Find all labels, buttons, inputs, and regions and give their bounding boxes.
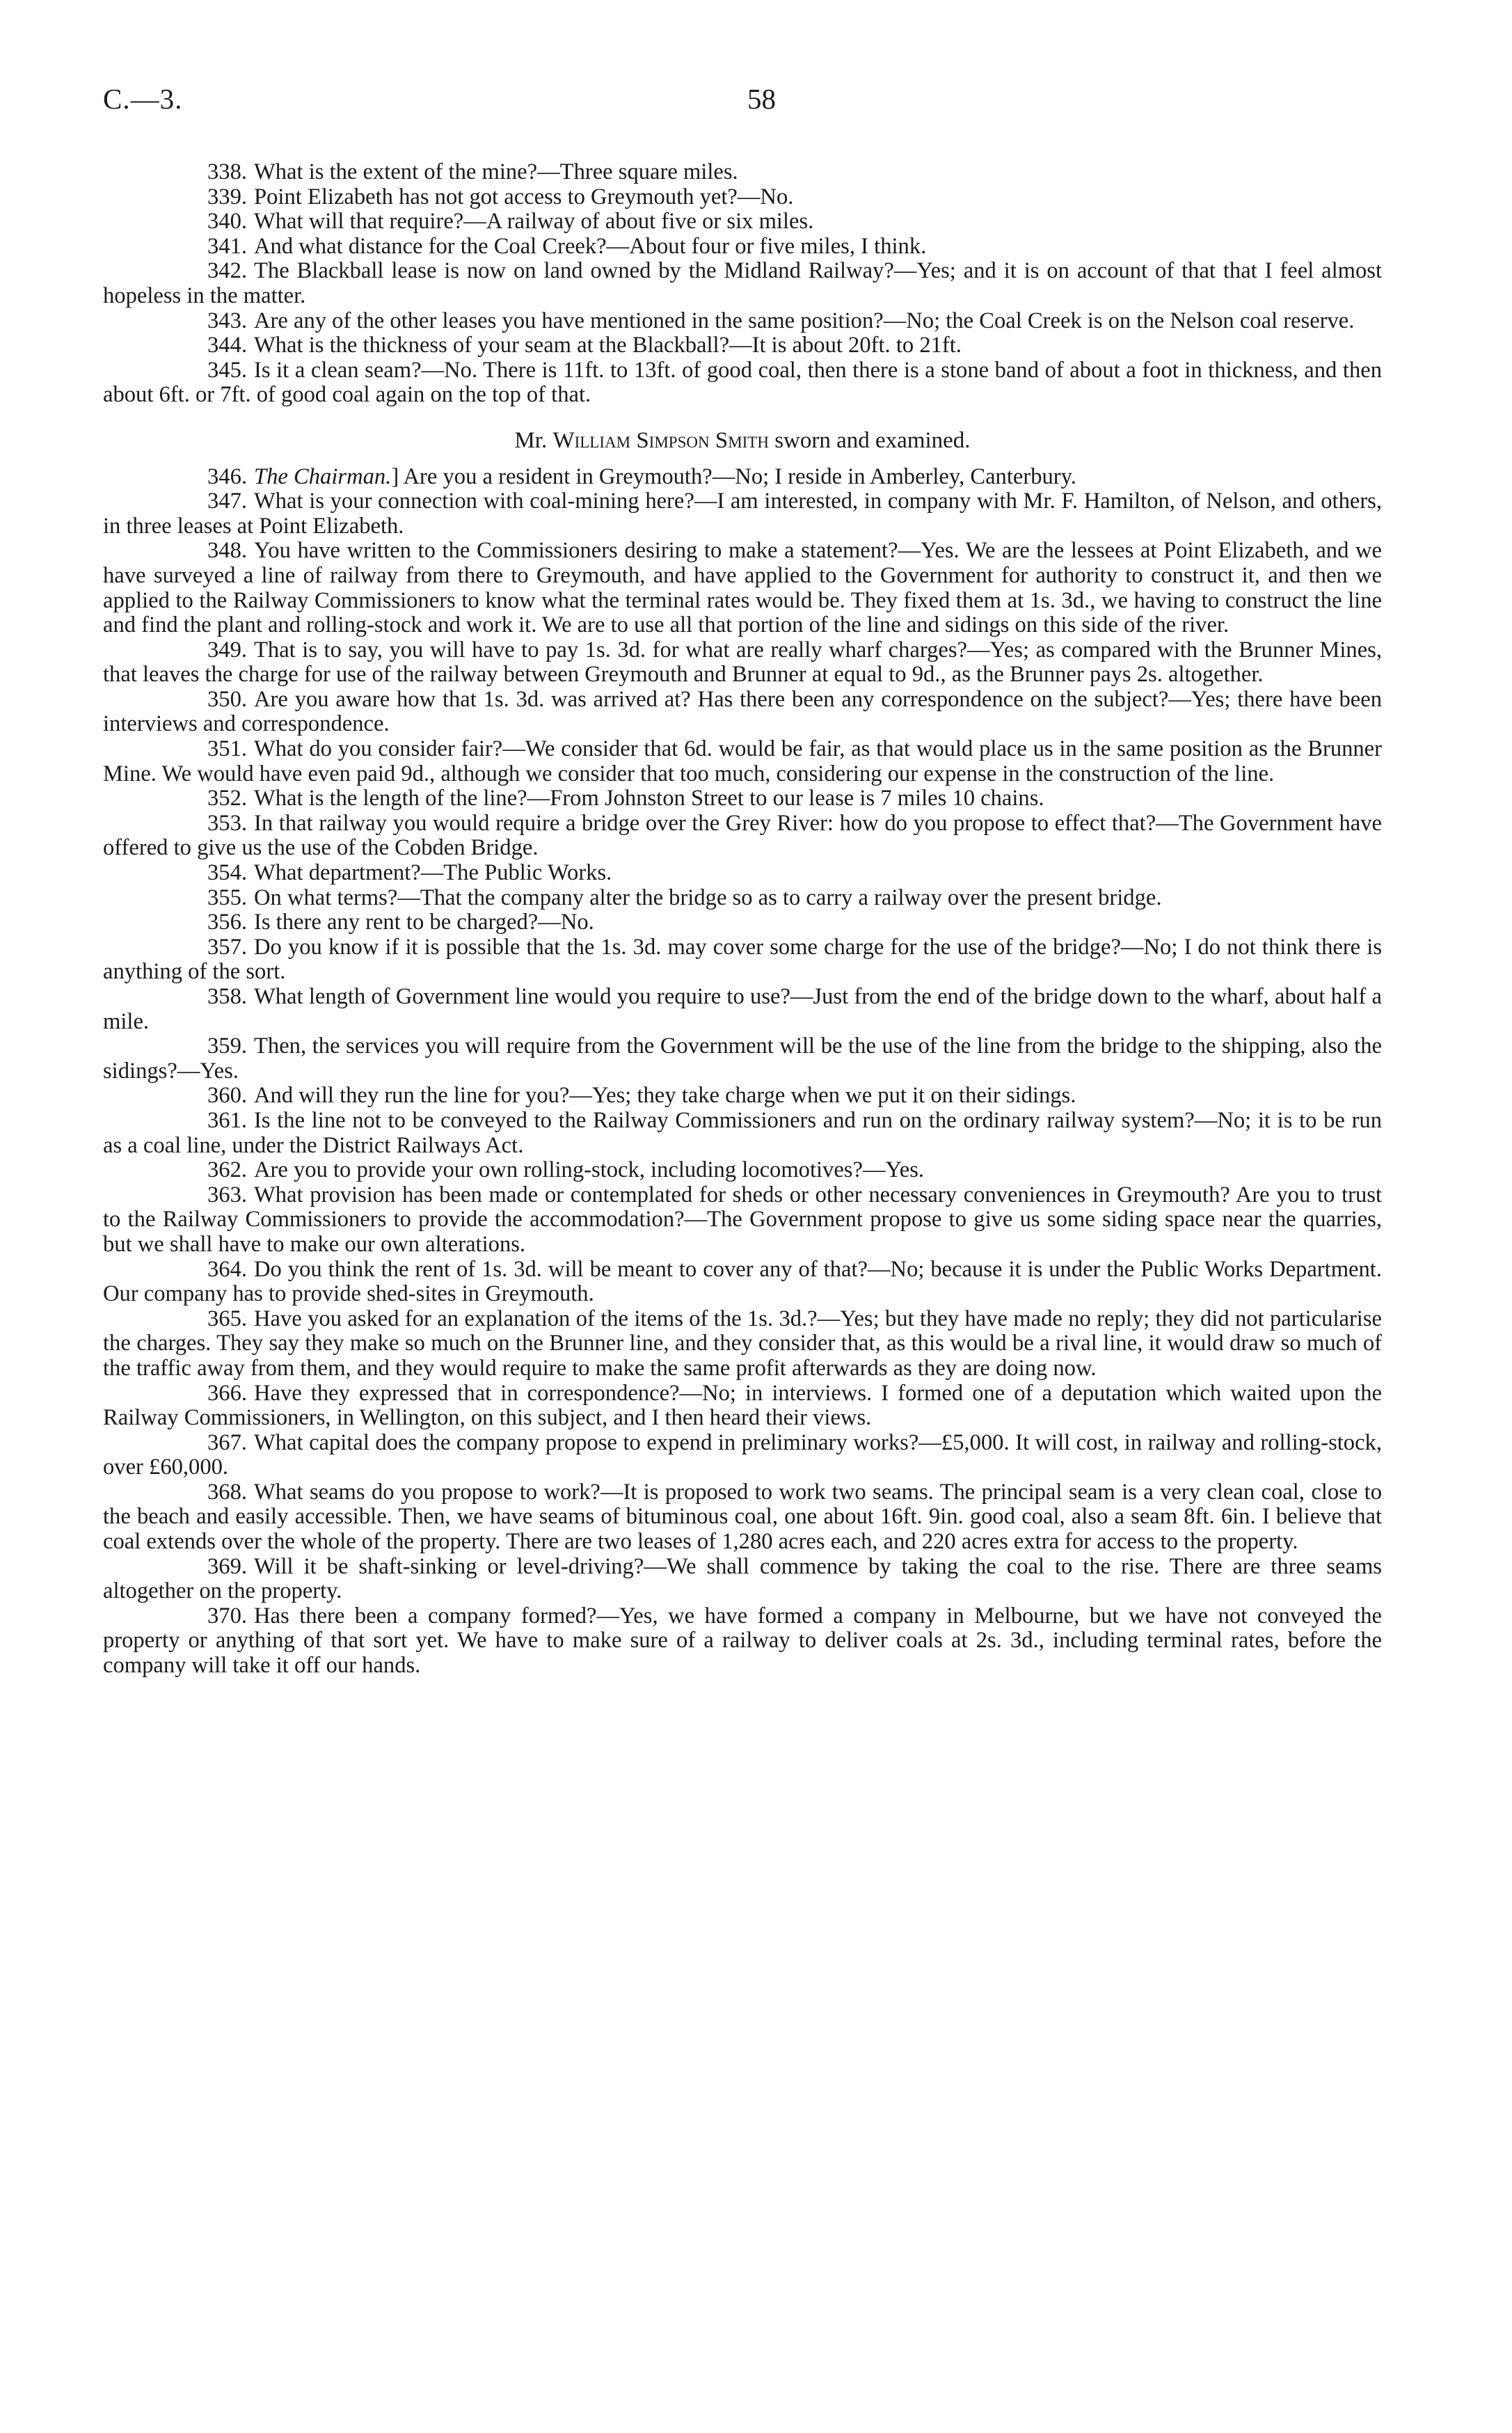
question-text: What seams do you propose to work?—It is proposed to work two seams. The principal seam is a very clean coal, close to the beach and easily accessible. Then, we have seams of bituminous coal, one about 16ft. 9in. good coal, also a seam 8ft. 6in. I believe that coal extends over the whole of the property. There are two leases of 1,280 acres each, and 220 acres extra for access to the property.	[103, 1479, 1382, 1555]
question-text: What is the length of the line?—From Johnston Street to our lease is 7 miles 10 chains.	[254, 786, 1044, 811]
question-answer	[103, 1258, 1382, 1307]
question-answer	[103, 209, 1382, 235]
question-text: On what terms?—That the company alter the bridge so as to carry a railway over the present bridge.	[254, 885, 1162, 910]
question-answer	[103, 489, 1382, 539]
question-answer	[103, 638, 1382, 688]
question-text: What is your connection with coal-mining here?—I am interested, in company with Mr. F. Hamilton, of Nelson, and others, in three leases at Point Elizabeth.	[103, 489, 1382, 539]
question-number: 349.	[207, 637, 248, 663]
question-number: 362.	[207, 1157, 248, 1183]
question-answer	[103, 1109, 1382, 1158]
question-number: 343.	[207, 308, 248, 333]
question-number: 365.	[207, 1306, 248, 1331]
question-text: What capital does the company propose to expend in preliminary works?—£5,000. It will cost, in railway and rolling-stock, over £60,000.	[103, 1429, 1382, 1480]
question-text: What is the thickness of your seam at the Blackball?—It is about 20ft. to 21ft.	[254, 333, 962, 358]
question-number: 345.	[207, 357, 248, 383]
question-text: What length of Government line would you require to use?—Just from the end of the bridge down to the wharf, about half a mile.	[103, 984, 1382, 1034]
question-answer	[103, 811, 1382, 861]
question-answer	[103, 886, 1382, 911]
question-number: 361.	[207, 1107, 248, 1133]
speaker-name: The Chairman.	[254, 463, 392, 489]
question-answer	[103, 985, 1382, 1034]
question-text: Have you asked for an explanation of the items of the 1s. 3d.?—Yes; but they have made no reply; they did not particularise the charges. They say they make so much on the Brunner line, and they consider that, as this would be a rival line, it would draw so much of the traffic away from them, and they would require to make the same profit afterwards as they are doing now.	[103, 1306, 1382, 1381]
question-text: And will they run the line for you?—Yes; they take charge when we put it on their sidings.	[254, 1083, 1076, 1109]
question-text: What department?—The Public Works.	[254, 860, 612, 886]
question-number: 340.	[207, 209, 248, 235]
question-text: What provision has been made or contemplated for sheds or other necessary conveniences in Greymouth? Are you to trust to the Railway Commissioners to provide the accommodation?—The Government propose to give us some siding space near the quarries, but we shall have to make our own alterations.	[103, 1182, 1382, 1257]
question-text: What do you consider fair?—We consider that 6d. would be fair, as that would place us in the same position as the Brunner Mine. We would have even paid 9d., although we consider that too much, considering our expense in the construction of the line.	[103, 736, 1382, 786]
question-number: 370.	[207, 1603, 248, 1628]
question-number: 366.	[207, 1380, 248, 1406]
question-answer	[103, 539, 1382, 637]
question-answer	[103, 235, 1382, 260]
question-text: Do you think the rent of 1s. 3d. will be meant to cover any of that?—No; because it is under the Public Works Department. Our company has to provide shed-sites in Greymouth.	[103, 1256, 1382, 1307]
question-text: In that railway you would require a bridge over the Grey River: how do you propose to effect that?—The Government have offered to give us the use of the Cobden Bridge.	[103, 810, 1382, 861]
question-number: 356.	[207, 910, 248, 935]
question-text: Is the line not to be conveyed to the Railway Commissioners and run on the ordinary railway system?—No; it is to be run as a coal line, under the District Railways Act.	[103, 1107, 1382, 1158]
question-number: 364.	[207, 1256, 248, 1282]
question-number: 339.	[207, 184, 248, 209]
witness-prefix: Mr.	[514, 427, 548, 453]
question-number: 353.	[207, 810, 248, 836]
question-number: 357.	[207, 934, 248, 960]
question-answer	[103, 1307, 1382, 1381]
witness-name: William Simpson Smith	[552, 427, 769, 453]
question-number: 368.	[207, 1479, 248, 1505]
question-text: Are any of the other leases you have mentioned in the same position?—No; the Coal Creek is on the Nelson coal reserve.	[254, 308, 1355, 333]
document-reference: C.—3.	[103, 83, 183, 115]
question-answer	[103, 309, 1382, 334]
question-text: What will that require?—A railway of about five or six miles.	[254, 209, 814, 235]
question-number: 348.	[207, 538, 248, 564]
question-number: 338.	[207, 159, 248, 184]
question-answer	[103, 358, 1382, 408]
question-number: 369.	[207, 1553, 248, 1579]
question-text: Is it a clean seam?—No. There is 11ft. to 13ft. of good coal, then there is a stone band of about a foot in thickness, and then about 6ft. or 7ft. of good coal again on the top of that.	[103, 357, 1382, 408]
question-text: Will it be shaft-sinking or level-driving?—We shall commence by taking the coal to the rise. There are three seams altogether on the property.	[103, 1553, 1382, 1604]
question-number: 342.	[207, 258, 248, 284]
question-number: 341.	[207, 233, 248, 259]
evidence-block-smith	[103, 489, 1382, 1679]
question-answer-346	[103, 465, 1382, 490]
question-number: 367.	[207, 1429, 248, 1455]
question-answer	[103, 1604, 1382, 1679]
witness-suffix: sworn and examined.	[774, 427, 971, 453]
question-number: 354.	[207, 860, 248, 886]
question-number: 350.	[207, 686, 248, 712]
question-answer	[103, 1158, 1382, 1183]
question-answer	[103, 1183, 1382, 1258]
question-number: 359.	[207, 1033, 248, 1059]
question-answer	[103, 688, 1382, 737]
question-number: 358.	[207, 984, 248, 1009]
question-answer	[103, 910, 1382, 935]
question-text: Then, the services you will require from the Government will be the use of the line from the bridge to the shipping, also the sidings?—Yes.	[103, 1033, 1382, 1084]
question-text: Has there been a company formed?—Yes, we have formed a company in Melbourne, but we have not conveyed the property or anything of that sort yet. We have to make sure of a railway to deliver coals at 2s. 3d., including terminal rates, before the company will take it off our hands.	[103, 1603, 1382, 1679]
question-answer	[103, 1480, 1382, 1555]
question-text: Is there any rent to be charged?—No.	[254, 910, 594, 935]
question-number: 352.	[207, 786, 248, 811]
witness-heading	[103, 429, 1382, 454]
question-answer	[103, 185, 1382, 210]
question-text: What is the extent of the mine?—Three square miles.	[254, 159, 738, 184]
page-header	[103, 82, 1382, 124]
question-text: Point Elizabeth has not got access to Greymouth yet?—No.	[254, 184, 794, 209]
page-number: 58	[747, 83, 776, 115]
question-text: That is to say, you will have to pay 1s. 3d. for what are really wharf charges?—Yes; as compared with the Brunner Mines, that leaves the charge for use of the railway between Greymouth and Brunner at equal to 9d., as the Brunner pays 2s. altogether.	[103, 637, 1382, 688]
document-page	[103, 82, 1382, 1679]
question-answer	[103, 160, 1382, 185]
question-number: 360.	[207, 1083, 248, 1109]
question-number: 363.	[207, 1182, 248, 1207]
question-answer	[103, 1381, 1382, 1431]
question-text: The Blackball lease is now on land owned by the Midland Railway?—Yes; and it is on account of that that I feel almost hopeless in the matter.	[103, 258, 1382, 308]
evidence-text	[103, 160, 1382, 1679]
question-answer	[103, 1431, 1382, 1480]
question-answer	[103, 259, 1382, 308]
question-answer	[103, 333, 1382, 358]
question-number: 355.	[207, 885, 248, 910]
question-number: 344.	[207, 333, 248, 358]
question-answer	[103, 935, 1382, 985]
question-answer	[103, 737, 1382, 786]
question-answer	[103, 861, 1382, 886]
question-text: And what distance for the Coal Creek?—About four or five miles, I think.	[254, 233, 927, 259]
question-text: Do you know if it is possible that the 1s. 3d. may cover some charge for the use of the bridge?—No; I do not think there is anything of the sort.	[103, 934, 1382, 985]
question-text: Are you to provide your own rolling-stock, including locomotives?—Yes.	[254, 1157, 925, 1183]
question-number: 346.	[207, 463, 248, 489]
question-number: 347.	[207, 489, 248, 514]
question-answer	[103, 1084, 1382, 1109]
question-answer	[103, 1034, 1382, 1084]
question-text: You have written to the Commissioners desiring to make a statement?—Yes. We are the lessees at Point Elizabeth, and we have surveyed a line of railway from there to Greymouth, and have applied to the Government for authority to construct it, and then we applied to the Railway Commissioners to know what the terminal rates would be. They fixed them at 1s. 3d., we having to construct the line and find the plant and rolling-stock and work it. We are to use all that portion of the line and sidings on this side of the river.	[103, 538, 1382, 638]
question-text: Have they expressed that in correspondence?—No; in interviews. I formed one of a deputation which waited upon the Railway Commissioners, in Wellington, on this subject, and I then heard their views.	[103, 1380, 1382, 1431]
question-text: ] Are you a resident in Greymouth?—No; I reside in Amberley, Canterbury.	[391, 463, 1076, 489]
evidence-block-previous-witness	[103, 160, 1382, 408]
question-number: 351.	[207, 736, 248, 762]
question-answer	[103, 786, 1382, 811]
question-answer	[103, 1555, 1382, 1604]
question-text: Are you aware how that 1s. 3d. was arrived at? Has there been any correspondence on the subject?—Yes; there have been interviews and correspondence.	[103, 686, 1382, 737]
